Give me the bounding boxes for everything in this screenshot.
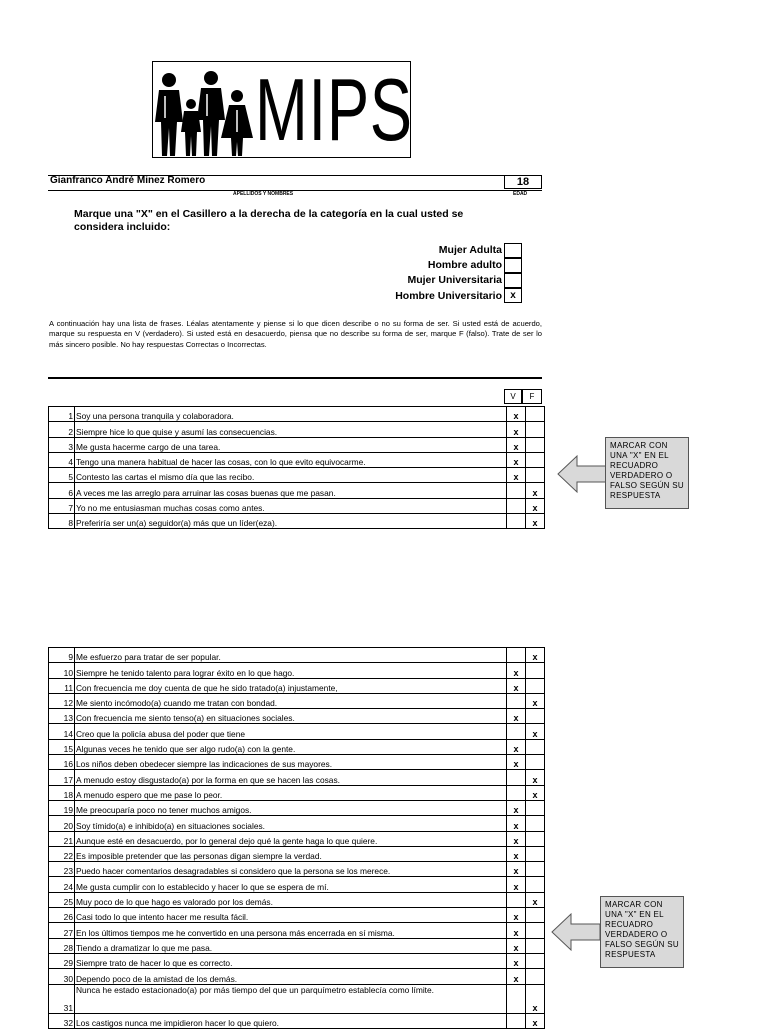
item-number: 9	[49, 648, 75, 663]
table-row	[49, 422, 545, 437]
category-checkbox[interactable]	[504, 258, 522, 273]
true-checkbox[interactable]: x	[507, 816, 526, 831]
item-statement: A menudo espero que me pase lo peor.	[75, 785, 507, 800]
false-checkbox[interactable]	[526, 877, 545, 892]
age-label: EDAD	[513, 191, 528, 197]
table-row	[49, 816, 545, 831]
true-checkbox[interactable]: x	[507, 468, 526, 483]
item-number: 11	[49, 678, 75, 693]
table-row	[49, 739, 545, 754]
questions-table-1	[48, 406, 545, 529]
item-statement: Siempre he tenido talento para lograr éxito en lo que hago.	[75, 663, 507, 678]
table-row	[49, 969, 545, 984]
item-number: 22	[49, 846, 75, 861]
category-checkbox[interactable]	[504, 273, 522, 288]
item-statement: A veces me las arreglo para arruinar las cosas buenas que me pasan.	[75, 483, 507, 498]
item-statement: Tiendo a dramatizar lo que me pasa.	[75, 938, 507, 953]
true-checkbox[interactable]	[507, 498, 526, 513]
true-checkbox[interactable]	[507, 892, 526, 907]
true-checkbox[interactable]	[507, 648, 526, 663]
true-checkbox[interactable]	[507, 693, 526, 708]
item-number: 2	[49, 422, 75, 437]
table-row	[49, 483, 545, 498]
intro-paragraph: A continuación hay una lista de frases. Léalas atentamente y piense si lo que dicen describe o no su forma de ser. Si usted está de acuerdo, marque su respuesta en V (verdadero). Si usted está en desacuerdo, piensa que no describe su forma de ser, marque F (falso). Trate de ser lo más sincero posible. No hay respuestas Correctas o Incorrectas.	[49, 319, 542, 349]
false-checkbox[interactable]	[526, 739, 545, 754]
item-statement: Con frecuencia me siento tenso(a) en situaciones sociales.	[75, 709, 507, 724]
item-statement: Es imposible pretender que las personas digan siempre la verdad.	[75, 846, 507, 861]
item-number: 8	[49, 514, 75, 529]
family-figures-icon	[153, 70, 255, 158]
false-checkbox[interactable]: x	[526, 648, 545, 663]
item-number: 24	[49, 877, 75, 892]
name-field[interactable]: Gianfranco André Minez Romero	[50, 175, 206, 186]
true-checkbox[interactable]	[507, 785, 526, 800]
table-row	[49, 1013, 545, 1028]
item-statement: Los castigos nunca me impidieron hacer lo que quiero.	[75, 1013, 507, 1028]
item-number: 23	[49, 862, 75, 877]
item-statement: Los niños deben obedecer siempre las indicaciones de sus mayores.	[75, 755, 507, 770]
arrow-left-icon	[551, 912, 601, 952]
table-row	[49, 514, 545, 529]
true-checkbox[interactable]: x	[507, 908, 526, 923]
false-checkbox[interactable]: x	[526, 892, 545, 907]
true-checkbox[interactable]: x	[507, 953, 526, 968]
item-statement: Tengo una manera habitual de hacer las cosas, con lo que evito equivocarme.	[75, 452, 507, 467]
true-checkbox[interactable]: x	[507, 422, 526, 437]
category-label: Hombre adulto	[427, 259, 502, 271]
questions-table-2	[48, 647, 545, 1029]
table-row	[49, 800, 545, 815]
table-row	[49, 892, 545, 907]
false-column-header: F	[522, 389, 542, 404]
category-checkbox[interactable]: x	[504, 288, 522, 303]
item-number: 17	[49, 770, 75, 785]
item-number: 29	[49, 953, 75, 968]
true-checkbox[interactable]	[507, 483, 526, 498]
false-checkbox[interactable]	[526, 422, 545, 437]
item-statement: Creo que la policía abusa del poder que tiene	[75, 724, 507, 739]
item-statement: Puedo hacer comentarios desagradables si considero que la persona se los merece.	[75, 862, 507, 877]
true-checkbox[interactable]: x	[507, 709, 526, 724]
item-number: 13	[49, 709, 75, 724]
item-number: 25	[49, 892, 75, 907]
false-checkbox[interactable]: x	[526, 1013, 545, 1028]
item-statement: Soy una persona tranquila y colaboradora.	[75, 407, 507, 422]
true-checkbox[interactable]: x	[507, 452, 526, 467]
true-column-header: V	[504, 389, 522, 404]
false-checkbox[interactable]: x	[526, 724, 545, 739]
false-checkbox[interactable]: x	[526, 770, 545, 785]
item-number: 1	[49, 407, 75, 422]
logo-text: MIPS	[255, 60, 413, 159]
table-row	[49, 938, 545, 953]
item-number: 5	[49, 468, 75, 483]
item-number: 26	[49, 908, 75, 923]
true-checkbox[interactable]: x	[507, 831, 526, 846]
category-label: Mujer Adulta	[438, 244, 502, 256]
table-row	[49, 709, 545, 724]
item-statement: A menudo estoy disgustado(a) por la forma en que se hacen las cosas.	[75, 770, 507, 785]
false-checkbox[interactable]: x	[526, 483, 545, 498]
item-statement: Siempre trato de hacer lo que es correcto.	[75, 953, 507, 968]
false-checkbox[interactable]: x	[526, 498, 545, 513]
item-statement: Dependo poco de la amistad de los demás.	[75, 969, 507, 984]
false-checkbox[interactable]: x	[526, 514, 545, 529]
true-checkbox[interactable]	[507, 770, 526, 785]
true-checkbox[interactable]: x	[507, 862, 526, 877]
item-number: 30	[49, 969, 75, 984]
table-row	[49, 770, 545, 785]
true-checkbox[interactable]: x	[507, 923, 526, 938]
true-checkbox[interactable]: x	[507, 437, 526, 452]
item-statement: En los últimos tiempos me he convertido en una persona más encerrada en sí misma.	[75, 923, 507, 938]
false-checkbox[interactable]	[526, 846, 545, 861]
item-number: 19	[49, 800, 75, 815]
item-number: 6	[49, 483, 75, 498]
instruction-callout: MARCAR CON UNA "X" EN EL RECUADRO VERDADERO O FALSO SEGÚN SU RESPUESTA	[600, 896, 684, 968]
table-row	[49, 724, 545, 739]
item-statement: Aunque esté en desacuerdo, por lo general dejo qué la gente haga lo que quiere.	[75, 831, 507, 846]
true-checkbox[interactable]: x	[507, 678, 526, 693]
item-statement: Me siento incómodo(a) cuando me tratan con bondad.	[75, 693, 507, 708]
item-statement: Casi todo lo que intento hacer me resulta fácil.	[75, 908, 507, 923]
item-statement: Siempre hice lo que quise y asumí las consecuencias.	[75, 422, 507, 437]
item-statement: Me preocuparía poco no tener muchos amigos.	[75, 800, 507, 815]
table-row	[49, 407, 545, 422]
category-checkbox[interactable]	[504, 243, 522, 258]
item-statement: Me gusta cumplir con lo establecido y hacer lo que se espera de mí.	[75, 877, 507, 892]
item-number: 31	[49, 984, 75, 1013]
true-checkbox[interactable]: x	[507, 407, 526, 422]
item-number: 20	[49, 816, 75, 831]
arrow-left-icon	[557, 454, 607, 494]
item-number: 32	[49, 1013, 75, 1028]
false-checkbox[interactable]	[526, 755, 545, 770]
item-number: 12	[49, 693, 75, 708]
table-row	[49, 846, 545, 861]
table-row	[49, 648, 545, 663]
item-number: 7	[49, 498, 75, 513]
false-checkbox[interactable]	[526, 938, 545, 953]
item-statement: Me esfuerzo para tratar de ser popular.	[75, 648, 507, 663]
false-checkbox[interactable]	[526, 407, 545, 422]
item-number: 14	[49, 724, 75, 739]
category-label: Hombre Universitario	[395, 290, 502, 302]
item-number: 18	[49, 785, 75, 800]
false-checkbox[interactable]	[526, 800, 545, 815]
item-statement: Nunca he estado estacionado(a) por más tiempo del que un parquímetro establecía como límite.	[75, 984, 507, 1013]
table-row	[49, 437, 545, 452]
item-number: 10	[49, 663, 75, 678]
table-row	[49, 923, 545, 938]
false-checkbox[interactable]	[526, 908, 545, 923]
false-checkbox[interactable]	[526, 953, 545, 968]
true-checkbox[interactable]: x	[507, 755, 526, 770]
item-number: 3	[49, 437, 75, 452]
true-checkbox[interactable]	[507, 984, 526, 1013]
category-instruction: Marque una "X" en el Casillero a la derecha de la categoría en la cual usted se considera incluido:	[74, 208, 464, 233]
false-checkbox[interactable]	[526, 969, 545, 984]
false-checkbox[interactable]: x	[526, 785, 545, 800]
false-checkbox[interactable]	[526, 862, 545, 877]
false-checkbox[interactable]	[526, 678, 545, 693]
item-number: 16	[49, 755, 75, 770]
true-checkbox[interactable]: x	[507, 877, 526, 892]
name-label: APELLIDOS Y NOMBRES	[233, 191, 294, 197]
true-checkbox[interactable]: x	[507, 800, 526, 815]
item-statement: Contesto las cartas el mismo día que las recibo.	[75, 468, 507, 483]
true-checkbox[interactable]: x	[507, 739, 526, 754]
false-checkbox[interactable]	[526, 923, 545, 938]
item-statement: Me gusta hacerme cargo de una tarea.	[75, 437, 507, 452]
item-statement: Soy tímido(a) e inhibido(a) en situaciones sociales.	[75, 816, 507, 831]
age-field[interactable]: 18	[504, 175, 542, 189]
table-row	[49, 755, 545, 770]
item-number: 15	[49, 739, 75, 754]
table-row	[49, 678, 545, 693]
false-checkbox[interactable]	[526, 709, 545, 724]
item-statement: Algunas veces he tenido que ser algo rudo(a) con la gente.	[75, 739, 507, 754]
false-checkbox[interactable]	[526, 816, 545, 831]
true-checkbox[interactable]	[507, 724, 526, 739]
false-checkbox[interactable]	[526, 831, 545, 846]
table-row	[49, 908, 545, 923]
false-checkbox[interactable]: x	[526, 693, 545, 708]
item-number: 28	[49, 938, 75, 953]
false-checkbox[interactable]	[526, 452, 545, 467]
table-row	[49, 498, 545, 513]
table-row	[49, 984, 545, 1013]
table-row	[49, 862, 545, 877]
item-statement: Muy poco de lo que hago es valorado por los demás.	[75, 892, 507, 907]
true-checkbox[interactable]: x	[507, 938, 526, 953]
table-row	[49, 452, 545, 467]
false-checkbox[interactable]	[526, 663, 545, 678]
true-checkbox[interactable]: x	[507, 969, 526, 984]
item-statement: Preferiría ser un(a) seguidor(a) más que un líder(eza).	[75, 514, 507, 529]
true-checkbox[interactable]	[507, 1013, 526, 1028]
mips-logo	[152, 61, 411, 158]
item-statement: Con frecuencia me doy cuenta de que he sido tratado(a) injustamente,	[75, 678, 507, 693]
table-row	[49, 468, 545, 483]
table-row	[49, 785, 545, 800]
false-checkbox[interactable]: x	[526, 984, 545, 1013]
item-statement: Yo no me entusiasman muchas cosas como antes.	[75, 498, 507, 513]
table-row	[49, 693, 545, 708]
item-number: 4	[49, 452, 75, 467]
table-row	[49, 831, 545, 846]
item-number: 21	[49, 831, 75, 846]
table-row	[49, 953, 545, 968]
false-checkbox[interactable]	[526, 437, 545, 452]
true-checkbox[interactable]	[507, 514, 526, 529]
true-checkbox[interactable]: x	[507, 846, 526, 861]
instruction-callout: MARCAR CON UNA "X" EN EL RECUADRO VERDADERO O FALSO SEGÚN SU RESPUESTA	[605, 437, 689, 509]
divider	[48, 377, 542, 379]
item-number: 27	[49, 923, 75, 938]
true-checkbox[interactable]: x	[507, 663, 526, 678]
category-label: Mujer Universitaria	[407, 274, 502, 286]
false-checkbox[interactable]	[526, 468, 545, 483]
table-row	[49, 877, 545, 892]
table-row	[49, 663, 545, 678]
